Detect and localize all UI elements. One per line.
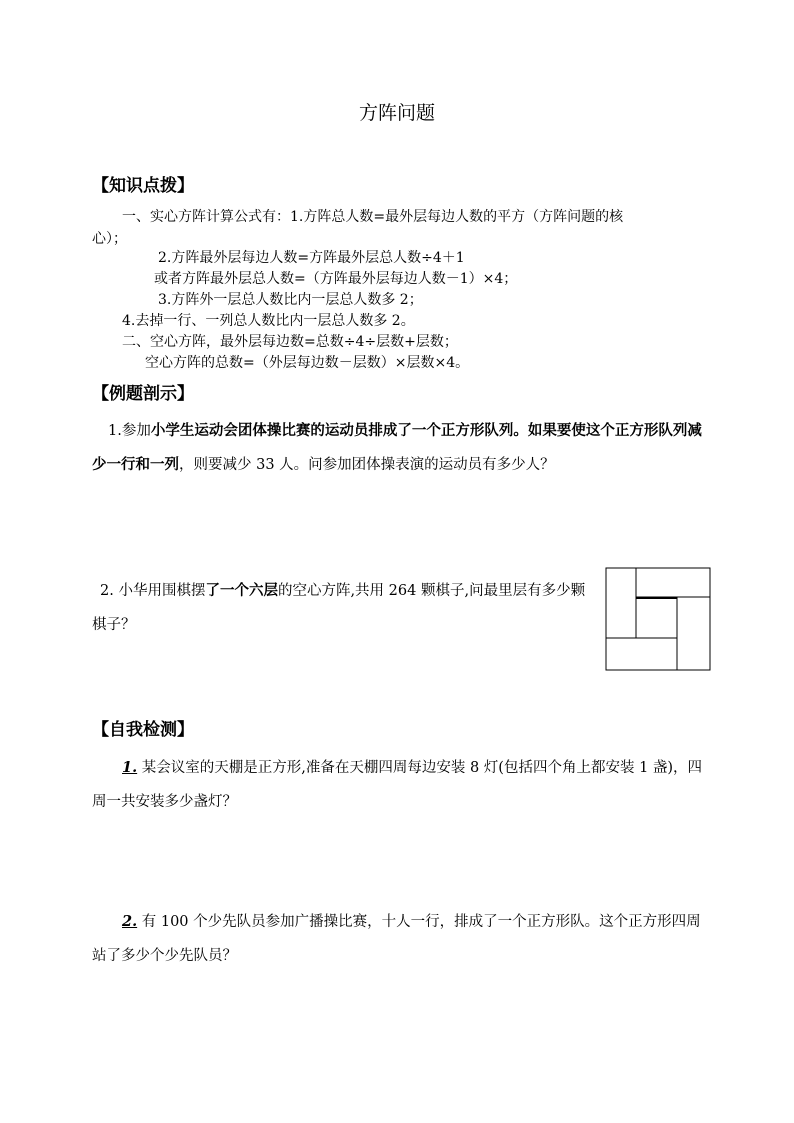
- self-check-heading: 【自我检测】: [92, 720, 194, 740]
- diagram-rect-right: [677, 597, 710, 670]
- example-1-text-bold: 小学生运动会团体操比赛的运动员排成了一个正方形队列。如果要使这个正方形队列减少一行和一列: [92, 423, 702, 473]
- self-check-1-text: 某会议室的天棚是正方形,准备在天棚四周每边安装 8 灯(包括四个角上都安装 1 盏)，四周一共安装多少盏灯？: [92, 760, 703, 810]
- self-check-question-1: [92, 751, 707, 819]
- self-check-2-number: 2.: [122, 913, 138, 930]
- hollow-square-diagram: [605, 567, 713, 672]
- example-question-2: [92, 574, 597, 642]
- knowledge-line-2: 心）；: [92, 231, 127, 247]
- diagram-rect-bottom: [606, 638, 677, 670]
- self-check-1-number: 1.: [122, 759, 138, 776]
- knowledge-line-7: 二、空心方阵，最外层每边数=总数÷4÷层数+层数；: [122, 334, 458, 350]
- example-1-text-a: 参加: [121, 423, 151, 439]
- example-1-text-b: ，则要减少 33 人。问参加团体操表演的运动员有多少人？: [179, 457, 555, 473]
- example-2-number: 2.: [100, 583, 114, 599]
- knowledge-line-1: 一、实心方阵计算公式有：1.方阵总人数=最外层每边人数的平方（方阵问题的核: [122, 209, 624, 225]
- self-check-question-2: [92, 905, 707, 973]
- diagram-rect-top: [636, 568, 710, 597]
- example-1-number: 1.: [108, 423, 122, 439]
- example-2-text-bold: 了一个六层: [205, 583, 278, 599]
- knowledge-heading: 【知识点拨】: [92, 176, 194, 196]
- examples-heading: 【例题剖示】: [92, 384, 194, 404]
- diagram-rect-left: [606, 568, 636, 638]
- example-2-text-a: 小华用围棋摆: [118, 583, 206, 599]
- self-check-2-text: 有 100 个少先队员参加广播操比赛，十人一行，排成了一个正方形队。这个正方形四周站了多少个少先队员？: [92, 914, 701, 964]
- knowledge-line-6: 4.去掉一行、一列总人数比内一层总人数多 2。: [122, 313, 415, 329]
- knowledge-line-3: 2.方阵最外层每边人数=方阵最外层总人数÷4＋1: [158, 250, 465, 266]
- knowledge-line-5: 3.方阵外一层总人数比内一层总人数多 2；: [158, 292, 423, 308]
- page-title: 方阵问题: [358, 102, 435, 124]
- example-question-1: [92, 414, 707, 482]
- knowledge-line-8: 空心方阵的总数=（外层每边数－层数）×层数×4。: [145, 355, 470, 371]
- knowledge-line-4: 或者方阵最外层总人数=（方阵最外层每边人数－1）×4；: [154, 271, 518, 287]
- example-2-text-b: 的空心方阵,共用 264 颗棋子,问最里层有多少颗棋子？: [92, 583, 586, 633]
